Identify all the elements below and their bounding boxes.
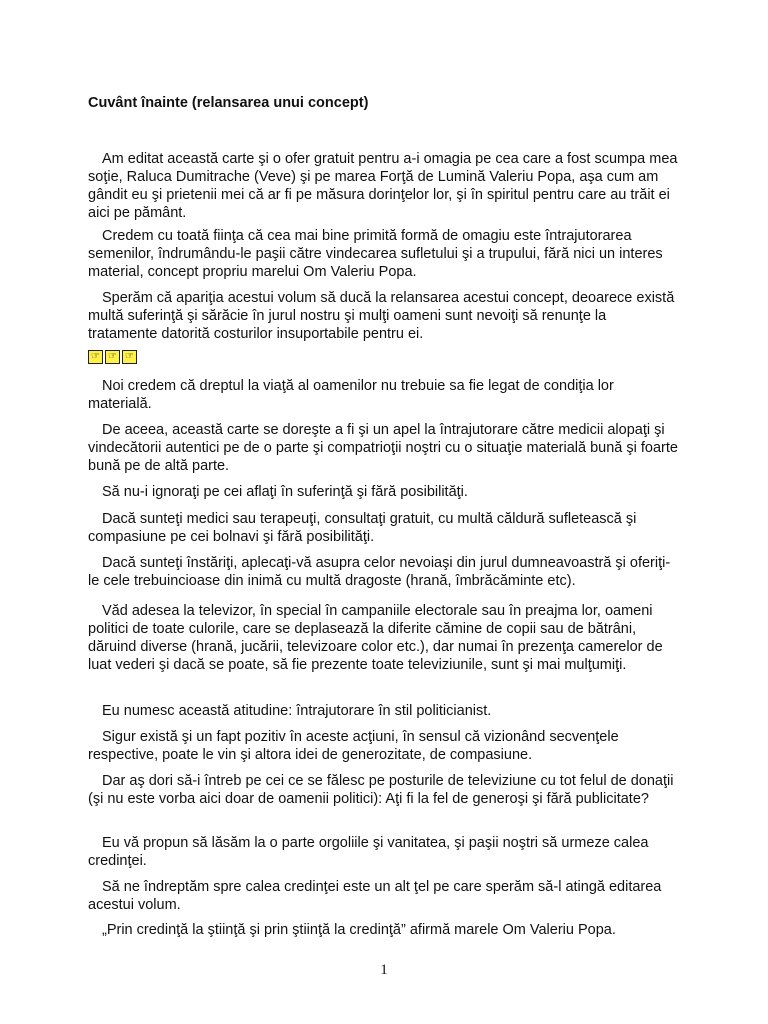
paragraph-citat: „Prin credinţă la ştiinţă şi prin ştiinţă la credinţă” afirmă marele Om Valeriu Popa.	[102, 922, 616, 938]
paragraph-drept-la-viata: Noi credem că dreptul la viaţă al oamenilor nu trebuie sa fie legat de condiţia lor materială.	[88, 378, 614, 412]
paragraph-instariti: Dacă sunteţi înstăriţi, aplecaţi-vă asupra celor nevoiaşi din jurul dumneavoastră şi oferiţi-le cele trebuincioase din inimă cu multă dragoste (hrană, îmbrăcăminte etc).	[88, 555, 671, 589]
document-title: Cuvânt înainte (relansarea unui concept)	[88, 95, 369, 111]
paragraph-nu-ignorati: Să nu-i ignoraţi pe cei aflaţi în suferinţă şi fără posibilităţi.	[102, 484, 468, 500]
paragraph-apel: De aceea, această carte se doreşte a fi şi un apel la întrajutorare către medicii alopaţi şi vindecătorii autentici pe de o parte şi compatrioţii noştri cu o situaţie materială bună şi foarte bună pe de altă parte.	[88, 422, 678, 474]
section-ornament	[88, 350, 137, 364]
paragraph-relansare: Sperăm că apariţia acestui volum să ducă la relansarea acestui concept, deoarece există multă suferinţă şi sărăcie în jurul nostru şi mulţi oameni sunt nevoiţi să renunţe la tratamente datorită costurilor insuportabile pentru ei.	[88, 290, 675, 342]
paragraph-fapt-pozitiv: Sigur există şi un fapt pozitiv în aceste acţiuni, în sensul că vizionând secvenţele respective, poate le vin şi altora idei de generozitate, de compasiune.	[88, 729, 619, 763]
paragraph-dedication: Am editat această carte şi o ofer gratuit pentru a-i omagia pe cea care a fost scumpa mea soţie, Raluca Dumitrache (Veve) şi pe marea Forţă de Lumină Valeriu Popa, aşa cum am gândit eu şi prietenii mei că ar fi pe măsura dorinţelor lor, şi în spiritul pentru care au trăit ei aici pe pământ.	[88, 151, 678, 221]
paragraph-calea-credintei: Să ne îndreptăm spre calea credinţei este un alt ţel pe care sperăm să-l atingă editarea acestui volum.	[88, 879, 662, 913]
hand-pointer-icon: ☞	[88, 350, 103, 364]
paragraph-donatii: Dar aş dori să-i întreb pe cei ce se fălesc pe posturile de televiziune cu tot felul de donaţii (şi nu este vorba aici doar de oamenii politici): Aţi fi la fel de generoşi şi fără publicitate?	[88, 773, 674, 807]
paragraph-stil-politicianist: Eu numesc această atitudine: întrajutorare în stil politicianist.	[102, 703, 492, 719]
paragraph-televizor: Văd adesea la televizor, în special în campaniile electorale sau în preajma lor, oameni politici de toate culorile, care se deplasează la diferite cămine de copii sau de bătrâni, dăruind diverse (hrană, jucării, televizoare color etc.), dar numai în prezenţa camerelor de luat vederi şi dacă se poate, să fie prezente toate televiziunile, sunt şi mai mulţumiţi.	[88, 603, 663, 673]
paragraph-medici: Dacă sunteţi medici sau terapeuţi, consultaţi gratuit, cu multă căldură sufletească şi compasiune pe cei bolnavi şi fără posibilităţi.	[88, 511, 637, 545]
paragraph-omagiu: Credem cu toată fiinţa că cea mai bine primită formă de omagiu este întrajutorarea semenilor, îndrumându-le paşii către vindecarea sufletului şi a trupului, fără nici un interes material, concept propriu marelui Om Valeriu Popa.	[88, 228, 663, 280]
paragraph-orgolii: Eu vă propun să lăsăm la o parte orgoliile şi vanitatea, şi paşii noştri să urmeze calea credinţei.	[88, 835, 649, 869]
page-number: 1	[380, 962, 388, 978]
hand-pointer-icon: ☞	[105, 350, 120, 364]
hand-pointer-icon: ☞	[122, 350, 137, 364]
